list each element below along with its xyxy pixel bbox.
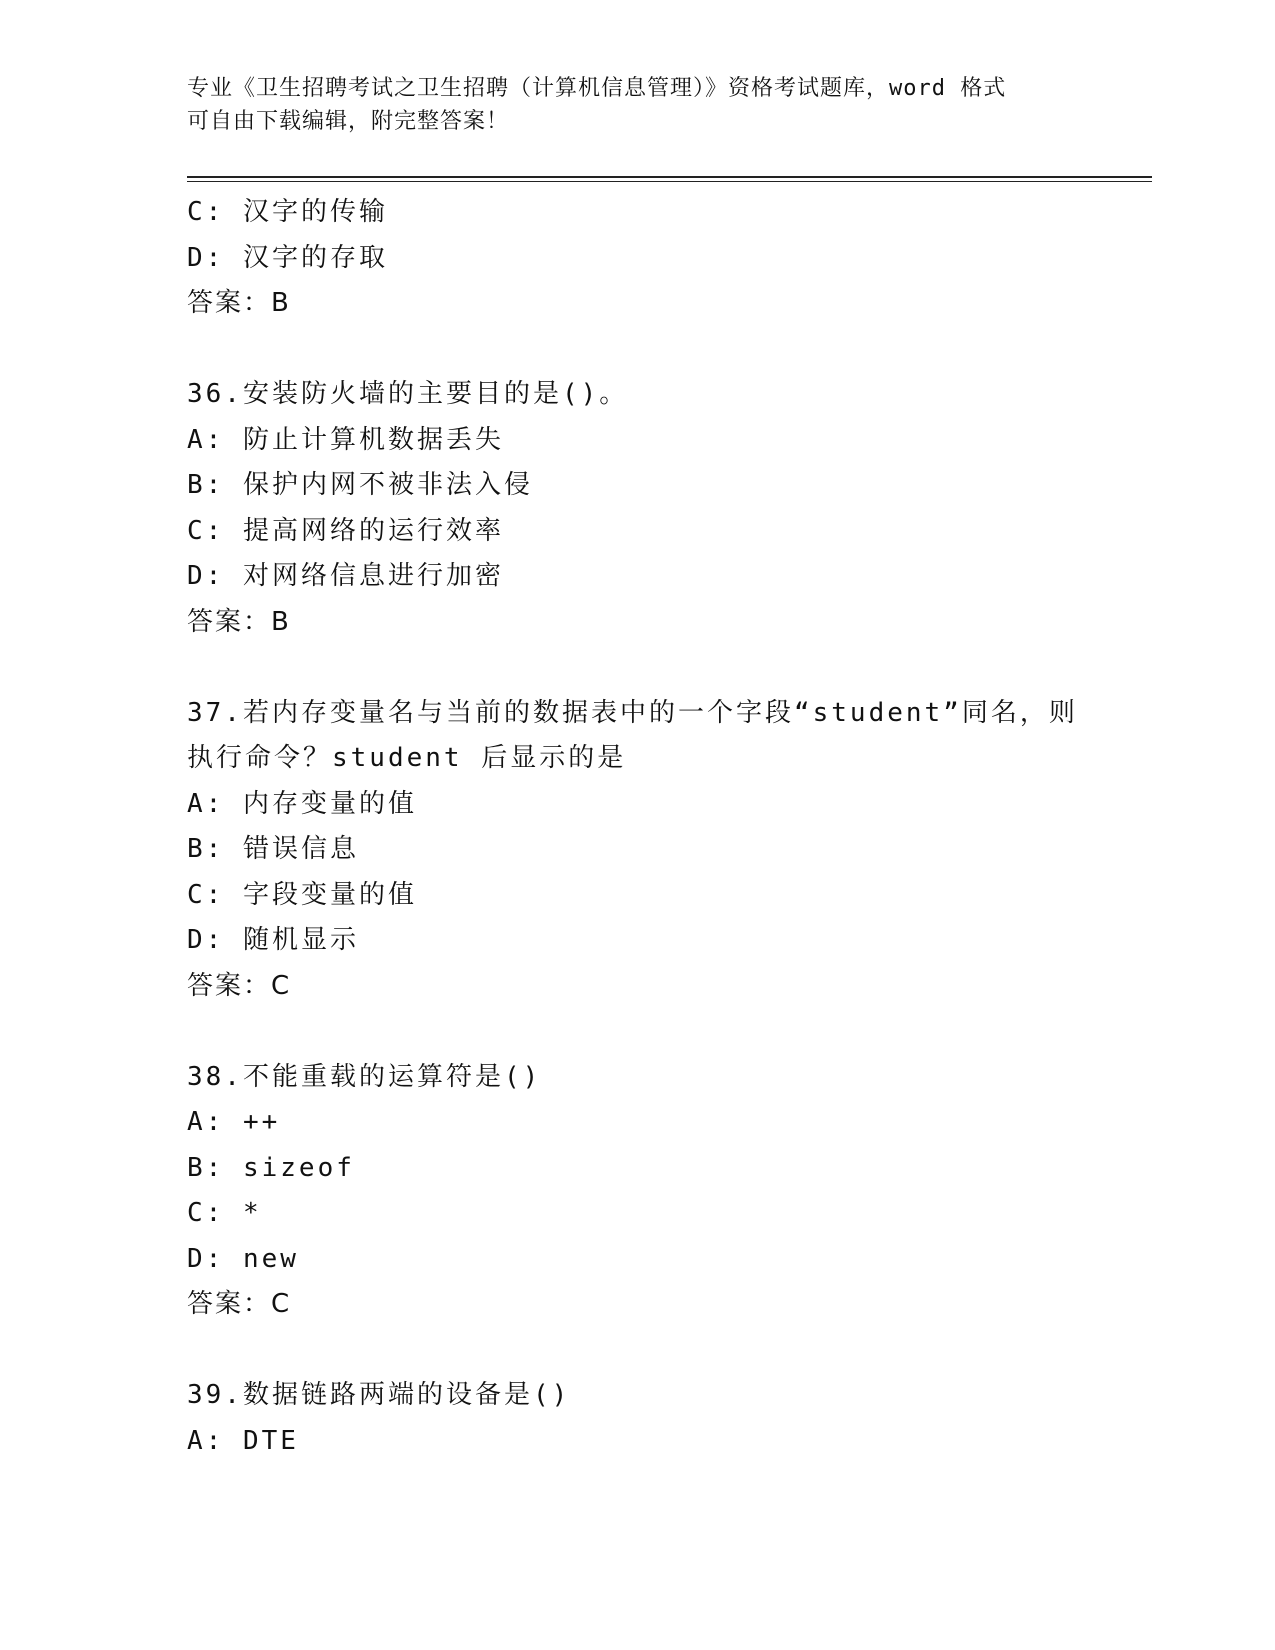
question-text: 39.数据链路两端的设备是() xyxy=(187,1380,571,1410)
option-a: A: ++ xyxy=(187,1107,281,1137)
option-a: A: 内存变量的值 xyxy=(187,788,417,819)
answer-line: 答案：B xyxy=(187,606,291,637)
question-36 xyxy=(187,372,1087,645)
question-text-line-2: 执行命令？student 后显示的是 xyxy=(187,743,627,773)
option-b: B: 保护内网不被非法入侵 xyxy=(187,470,533,500)
option-b: B: 错误信息 xyxy=(187,834,359,864)
spacer xyxy=(187,1009,1087,1055)
header-divider-thick xyxy=(187,176,1152,178)
continued-question xyxy=(187,190,1087,327)
option-b: B: sizeof xyxy=(187,1152,355,1183)
answer-line: 答案：C xyxy=(187,970,292,1001)
header-divider-thin xyxy=(187,181,1152,182)
document-header xyxy=(187,72,1067,138)
question-38 xyxy=(187,1055,1087,1328)
spacer xyxy=(187,1328,1087,1374)
header-line-2: 可自由下载编辑，附完整答案！ xyxy=(187,109,510,134)
spacer xyxy=(187,327,1087,373)
answer-line: 答案：B xyxy=(187,288,291,318)
question-text: 38.不能重载的运算符是() xyxy=(187,1061,542,1092)
question-37 xyxy=(187,691,1087,1010)
header-line-1: 专业《卫生招聘考试之卫生招聘（计算机信息管理）》资格考试题库，word 格式 xyxy=(187,76,1007,101)
spacer xyxy=(187,645,1087,691)
option-d: D: 对网络信息进行加密 xyxy=(187,561,504,591)
option-d: D: 随机显示 xyxy=(187,925,359,955)
option-c: C: 汉字的传输 xyxy=(187,197,388,227)
option-c: C: 字段变量的值 xyxy=(187,879,417,910)
option-a: A: DTE xyxy=(187,1425,299,1456)
question-text: 36.安装防火墙的主要目的是()。 xyxy=(187,379,629,409)
option-c: C: 提高网络的运行效率 xyxy=(187,515,504,546)
option-d: D: 汉字的存取 xyxy=(187,242,388,273)
option-c: C: * xyxy=(187,1198,262,1228)
question-text-line-1: 37.若内存变量名与当前的数据表中的一个字段“student”同名，则 xyxy=(187,697,1078,728)
answer-line: 答案：C xyxy=(187,1289,292,1319)
option-d: D: new xyxy=(187,1243,299,1274)
option-a: A: 防止计算机数据丢失 xyxy=(187,424,504,455)
question-list xyxy=(187,190,1087,1464)
question-39 xyxy=(187,1373,1087,1464)
